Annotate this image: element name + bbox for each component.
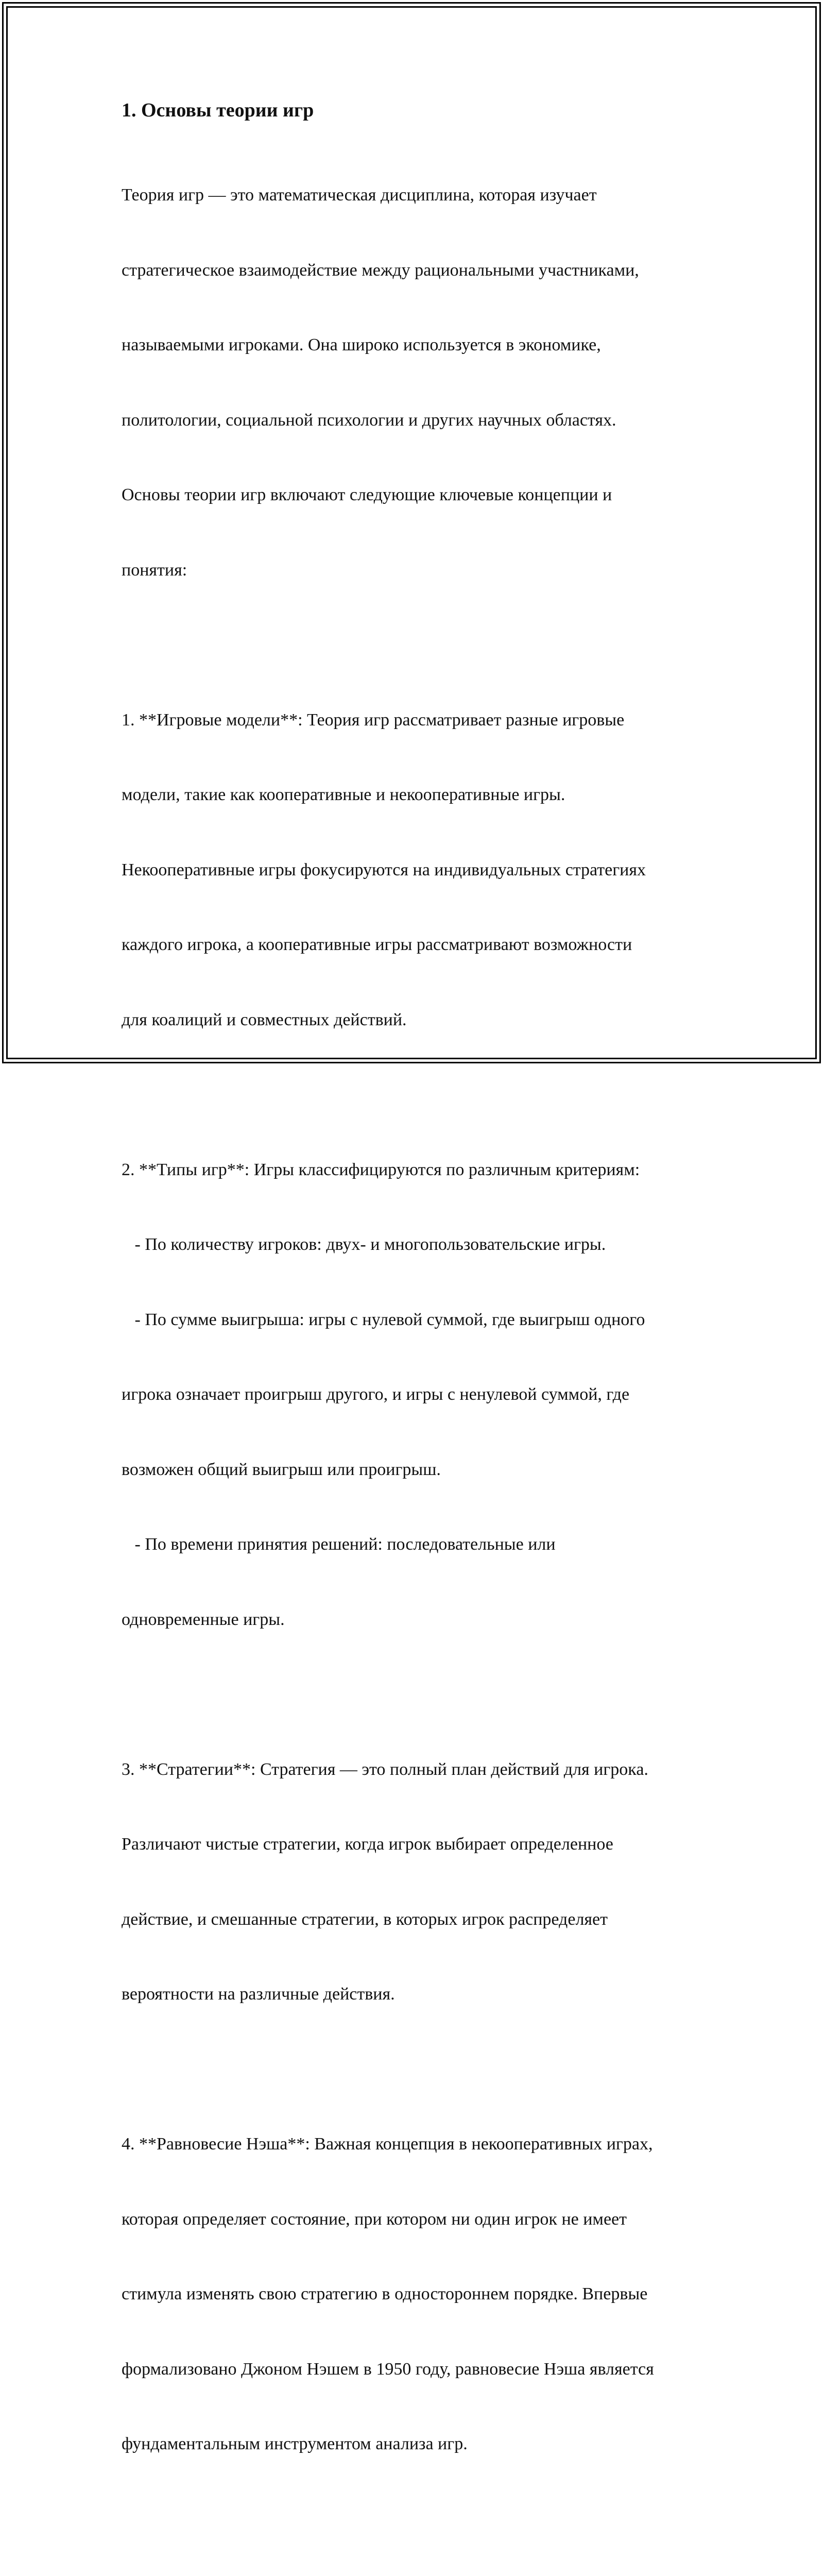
- blank-line: [122, 2057, 709, 2082]
- text-line: вероятности на различные действия.: [122, 1985, 395, 2004]
- text-line: политологии, социальной психологии и других научных областях.: [122, 410, 616, 430]
- text-line: каждого игрока, а кооперативные игры рассматривают возможности: [122, 935, 632, 954]
- text-line: игрока означает проигрыш другого, и игры с ненулевой суммой, где: [122, 1385, 630, 1404]
- text-line: понятия:: [122, 560, 187, 580]
- text-line: 1. **Игровые модели**: Теория игр рассматривает разные игровые: [122, 710, 625, 730]
- text-line: - По времени принятия решений: последовательные или: [122, 1535, 556, 1554]
- section-heading: 1. Основы теории игр: [122, 99, 314, 121]
- text-line: фундаментальным инструментом анализа игр.: [122, 2434, 468, 2453]
- text-line: - По количеству игроков: двух- и многопользовательские игры.: [122, 1235, 606, 1254]
- text-line: Различают чистые стратегии, когда игрок выбирает определенное: [122, 1835, 613, 1854]
- text-line: Теория игр — это математическая дисциплина, которая изучает: [122, 185, 597, 205]
- blank-line: [122, 1682, 709, 1707]
- text-line: Основы теории игр включают следующие ключевые концепции и: [122, 485, 612, 504]
- text-line: для коалиций и совместных действий.: [122, 1010, 407, 1029]
- blank-line: [122, 2507, 709, 2532]
- text-line: стимула изменять свою стратегию в одностороннем порядке. Впервые: [122, 2284, 648, 2303]
- text-line: - По сумме выигрыша: игры с нулевой суммой, где выигрыш одного: [122, 1310, 645, 1329]
- document-body: [122, 133, 709, 2576]
- blank-line: [122, 633, 709, 658]
- text-line: 2. **Типы игр**: Игры классифицируются по различным критериям:: [122, 1160, 640, 1179]
- text-line: действие, и смешанные стратегии, в которых игрок распределяет: [122, 1909, 608, 1929]
- text-line: одновременные игры.: [122, 1609, 285, 1629]
- text-line: формализовано Джоном Нэшем в 1950 году, равновесие Нэша является: [122, 2359, 654, 2379]
- text-line: модели, такие как кооперативные и некооперативные игры.: [122, 785, 565, 804]
- text-line: которая определяет состояние, при котором ни один игрок не имеет: [122, 2209, 627, 2229]
- document-page: [122, 97, 709, 2576]
- text-line: Некооперативные игры фокусируются на индивидуальных стратегиях: [122, 860, 646, 879]
- text-line: 4. **Равновесие Нэша**: Важная концепция в некооперативных играх,: [122, 2134, 653, 2154]
- text-line: называемыми игроками. Она широко используется в экономике,: [122, 335, 601, 354]
- text-line: стратегическое взаимодействие между рациональными участниками,: [122, 260, 639, 280]
- text-line: возможен общий выигрыш или проигрыш.: [122, 1460, 441, 1479]
- blank-line: [122, 1082, 709, 1108]
- text-line: 3. **Стратегии**: Стратегия — это полный план действий для игрока.: [122, 1759, 648, 1779]
